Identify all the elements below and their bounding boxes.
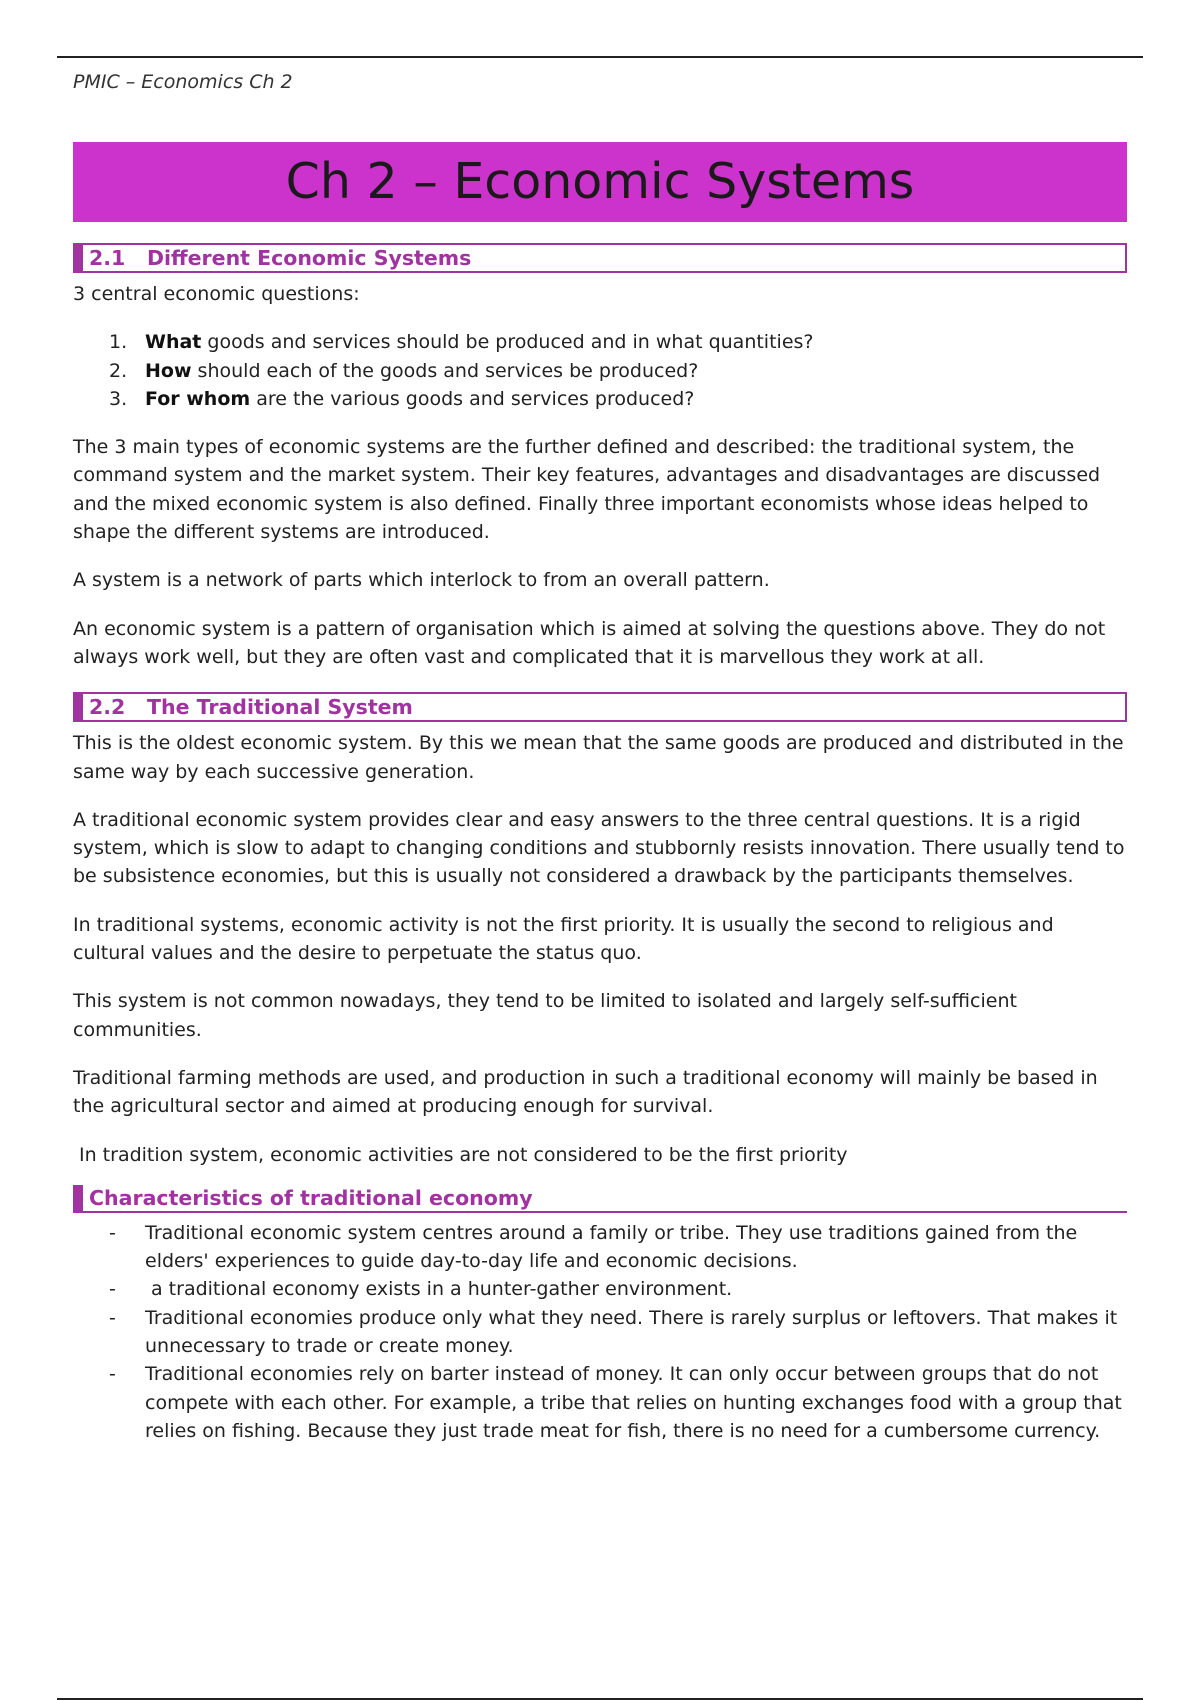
paragraph: A traditional economic system provides clear and easy answers to the three central questions. It is a rigid system, which is slow to adapt to changing conditions and stubbornly resists innovation. There usually tend to be subsistence economies, but this is usually not considered a drawback by the participants themselves. [73,808,1125,888]
list-item: - Traditional economies produce only what they need. There is rarely surplus or leftovers. That makes it unnecessary to trade or create money. [109,1306,1118,1358]
paragraph: This system is not common nowadays, they tend to be limited to isolated and largely self-sufficient communities. [73,990,1017,1041]
list-item: - Traditional economic system centres around a family or tribe. They use traditions gained from the elders' experiences to guide day-to-day life and economic decisions. [109,1221,1078,1273]
section-title: Different Economic Systems [147,246,472,270]
list-item: 2. How should each of the goods and services be produced? [109,359,699,382]
paragraph: This is the oldest economic system. By this we mean that the same goods are produced and distributed in the same way by each successive generation. [73,732,1124,783]
page-title: Ch 2 – Economic Systems [285,153,915,210]
list-item: - a traditional economy exists in a hunter-gather environment. [109,1278,733,1301]
section-title: The Traditional System [147,695,413,720]
section-heading-2-2 [73,692,1127,722]
characteristics-heading [73,1185,1127,1213]
page-title-banner [73,142,1127,222]
running-header: PMIC – Economics Ch 2 [73,71,293,93]
section-heading-2-1 [73,243,1127,273]
section-number: 2.1 [89,246,126,270]
sub-heading-title: Characteristics of traditional economy [89,1185,533,1210]
intro-text: 3 central economic questions: [73,283,360,305]
list-item: 3. For whom are the various goods and services produced? [109,387,695,410]
header-rule [57,56,1143,58]
paragraph: In tradition system, economic activities are not considered to be the first priority [79,1143,848,1166]
paragraph: In traditional systems, economic activity is not the first priority. It is usually the second to religious and cultural values and the desire to perpetuate the status quo. [73,913,1054,965]
characteristics-list [73,1219,1127,1445]
list-item: - Traditional economies rely on barter instead of money. It can only occur between groups that do not compete with each other. For example, a tribe that relies on hunting exchanges food with a group that relies on fishing. Because they just trade meat for fish, there is no need for a cumbersome currency. [109,1363,1122,1442]
paragraph: An economic system is a pattern of organisation which is aimed at solving the questions above. They do not always work well, but they are often vast and complicated that it is marvellous they work at all. [73,617,1106,668]
section-number: 2.2 [89,695,126,720]
document-body [73,142,1127,1445]
central-questions-list [73,328,1127,413]
paragraph: The 3 main types of economic systems are the further defined and described: the traditional system, the command system and the market system. Their key features, advantages and disadvantages are discussed and the mixed economic system is also defined. Finally three important economists whose ideas helped to shape the different systems are introduced. [73,436,1101,544]
paragraph: Traditional farming methods are used, and production in such a traditional economy will mainly be based in the agricultural sector and aimed at producing enough for survival. [73,1066,1098,1118]
paragraph: A system is a network of parts which interlock to from an overall pattern. [73,569,770,592]
list-item: 1. What goods and services should be produced and in what quantities? [109,331,814,354]
